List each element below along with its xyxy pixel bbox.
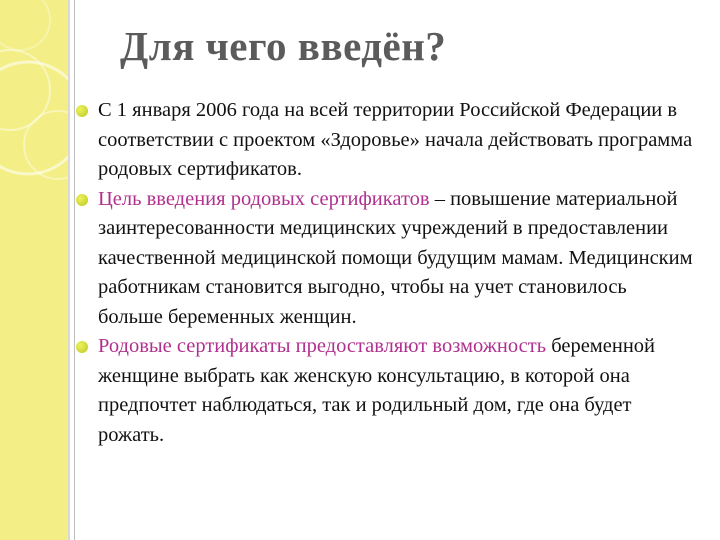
band-divider <box>68 0 70 540</box>
bullet-item-2 <box>76 185 696 333</box>
bullet-text: – повышение материальной заинтересованности медицинских учреждений в предоставлении качественной медицинской помощи будущим мамам. Медицинским работникам становится выгодно, чтобы на учет становилось больше беременных женщин. <box>98 187 693 328</box>
bullet-text: С 1 января 2006 года на всей территории Российской Федерации в соответствии с проектом «Здоровье» начала действовать программа родовых сертификатов. <box>98 99 693 180</box>
bullet-icon <box>76 194 88 206</box>
bullet-text: беременной женщине выбрать как женскую консультацию, в которой она предпочтет наблюдаться, так и родильный дом, где она будет рожать. <box>98 335 656 446</box>
bullet-icon <box>76 105 88 117</box>
band-divider-thin <box>74 0 75 540</box>
decorative-side-band <box>0 0 68 540</box>
decorative-circles-graphic <box>0 0 68 540</box>
bullet-icon <box>76 341 88 353</box>
bullet-highlight: Родовые сертификаты предоставляют возможность <box>98 335 547 357</box>
slide-title: Для чего введён? <box>120 23 447 69</box>
bullet-highlight: Цель введения родовых сертификатов <box>98 187 430 210</box>
bullet-item-1 <box>76 96 696 185</box>
bullet-list <box>76 96 696 450</box>
bullet-item-3 <box>76 332 696 450</box>
